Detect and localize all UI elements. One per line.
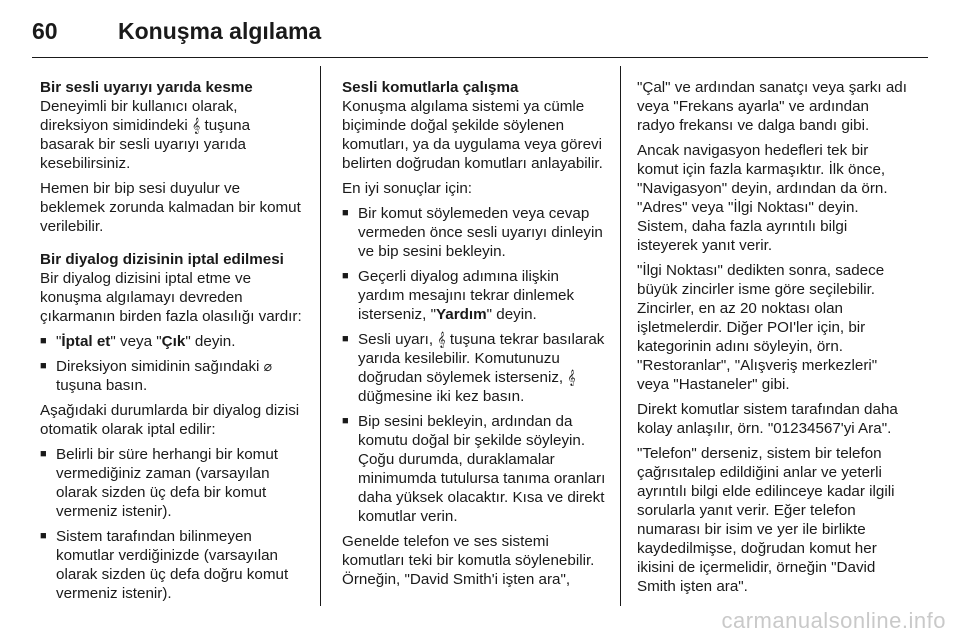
list-item: ■ Geçerli diyalog adımına ilişkin yardım mesajını tekrar dinlemek isterseniz, "Yardım" deyin. <box>342 267 607 324</box>
column-3 <box>637 78 907 602</box>
page-number: 60 <box>32 18 58 44</box>
paragraph: Hemen bir bip sesi duyulur ve beklemek zorunda kalmadan bir komut verilebilir. <box>40 180 301 235</box>
paragraph: Ancak navigasyon hedefleri tek bir komut için fazla karmaşıktır. İlk önce, "Navigasyon" deyin, ardından da örn. "Adres" veya "İlgi Noktası" deyin. Sistem, daha fazla ayrıntılı bilgi isteyerek yanıt verir. <box>637 142 888 254</box>
paragraph: "İlgi Noktası" dedikten sonra, sadece büyük zincirler isme göre seçilebilir. Zincirler, en az 20 noktası olan işletmelerdir. Diğer POI'ler için, bir kategorinin adını söyleyin, örn. "Restoranlar", "Alışveriş merkezleri" veya "Hastaneler" gibi. <box>637 262 885 393</box>
list-item: ■ Direksiyon simidinin sağındaki ⌀ tuşuna basın. <box>40 357 308 395</box>
paragraph: Genelde telefon ve ses sistemi komutları teki bir komutla söylenebilir. Örneğin, "David Smith'i işten ara", <box>342 533 595 588</box>
list-item: ■ Bip sesini bekleyin, ardından da komutu doğal bir şekilde söyleyin. Çoğu durumda, duraklamalar minimumda tutulursa tanıma oranları daha yüksek olacaktır. Kısa ve direkt komutlar verin. <box>342 412 607 526</box>
voice-button-icon: 𝄞 <box>567 369 576 385</box>
section-heading: Bir sesli uyarıyı yarıda kesme <box>40 79 253 96</box>
page-title: Konuşma algılama <box>118 18 322 44</box>
column-2 <box>342 78 607 595</box>
bullet-list <box>40 445 308 603</box>
hang-up-button-icon: ⌀ <box>263 358 273 374</box>
section-heading: Bir diyalog dizisinin iptal edilmesi <box>40 251 284 268</box>
page-header <box>32 18 321 45</box>
paragraph: Aşağıdaki durumlarda bir diyalog dizisi otomatik olarak iptal edilir: <box>40 402 300 438</box>
column-1 <box>40 78 308 609</box>
paragraph: Konuşma algılama sistemi ya cümle biçiminde doğal şekilde söylenen komutları, ya da uygulama veya görevi belirten doğrudan komutları anlayabilir. <box>342 98 603 172</box>
list-item: ■ "İptal et" veya "Çık" deyin. <box>40 332 308 351</box>
list-item: ■ Sistem tarafından bilinmeyen komutlar verdiğinizde (varsayılan olarak sizden üç defa doğru komut vermeniz istenir). <box>40 527 308 603</box>
bullet-list <box>342 204 607 526</box>
paragraph: "Çal" ve ardından sanatçı veya şarkı adı veya "Frekans ayarla" ve ardından radyo frekansı ve dalga bandı gibi. <box>637 79 907 134</box>
bullet-list <box>40 332 308 395</box>
paragraph: Deneyimli bir kullanıcı olarak, direksiyon simidindeki 𝄞 tuşuna basarak bir sesli uyarıyı yarıda kesebilirsiniz. <box>40 98 251 172</box>
paragraph: "Telefon" derseniz, sistem bir telefon çağrısıtalep edildiğini anlar ve yeterli ayrıntılı bilgi elde edilinceye kadar ilgili sorularla yanıt verir. Eğer telefon numarası bir isim ve yer ile birlikte kaydedilmişse, doğrudan komut her ikisini de içermelidir, örneğin "David Smith işten ara". <box>637 445 895 595</box>
paragraph: Direkt komutlar sistem tarafından daha kolay anlaşılır, örn. "01234567'yi Ara". <box>637 401 898 437</box>
list-item: ■ Bir komut söylemeden veya cevap vermeden önce sesli uyarıyı dinleyin ve bip sesini bekleyin. <box>342 204 607 261</box>
paragraph: En iyi sonuçlar için: <box>342 180 472 197</box>
column-divider <box>620 66 621 606</box>
list-item: ■ Sesli uyarı, 𝄞 tuşuna tekrar basılarak yarıda kesilebilir. Komutunuzu doğrudan söylemek isterseniz, 𝄞 düğmesine iki kez basın. <box>342 330 607 406</box>
section-heading: Sesli komutlarla çalışma <box>342 79 519 96</box>
header-rule <box>32 57 928 58</box>
paragraph: Bir diyalog dizisini iptal etme ve konuşma algılamayı devreden çıkarmanın birden fazla olasılığı vardır: <box>40 270 302 325</box>
watermark: carmanualsonline.info <box>721 608 946 633</box>
voice-button-icon: 𝄞 <box>191 117 201 133</box>
voice-button-icon: 𝄞 <box>437 331 446 347</box>
list-item: ■ Belirli bir süre herhangi bir komut vermediğiniz zaman (varsayılan olarak sizden üç defa bir komut vermeniz istenir). <box>40 445 308 521</box>
column-divider <box>320 66 321 606</box>
